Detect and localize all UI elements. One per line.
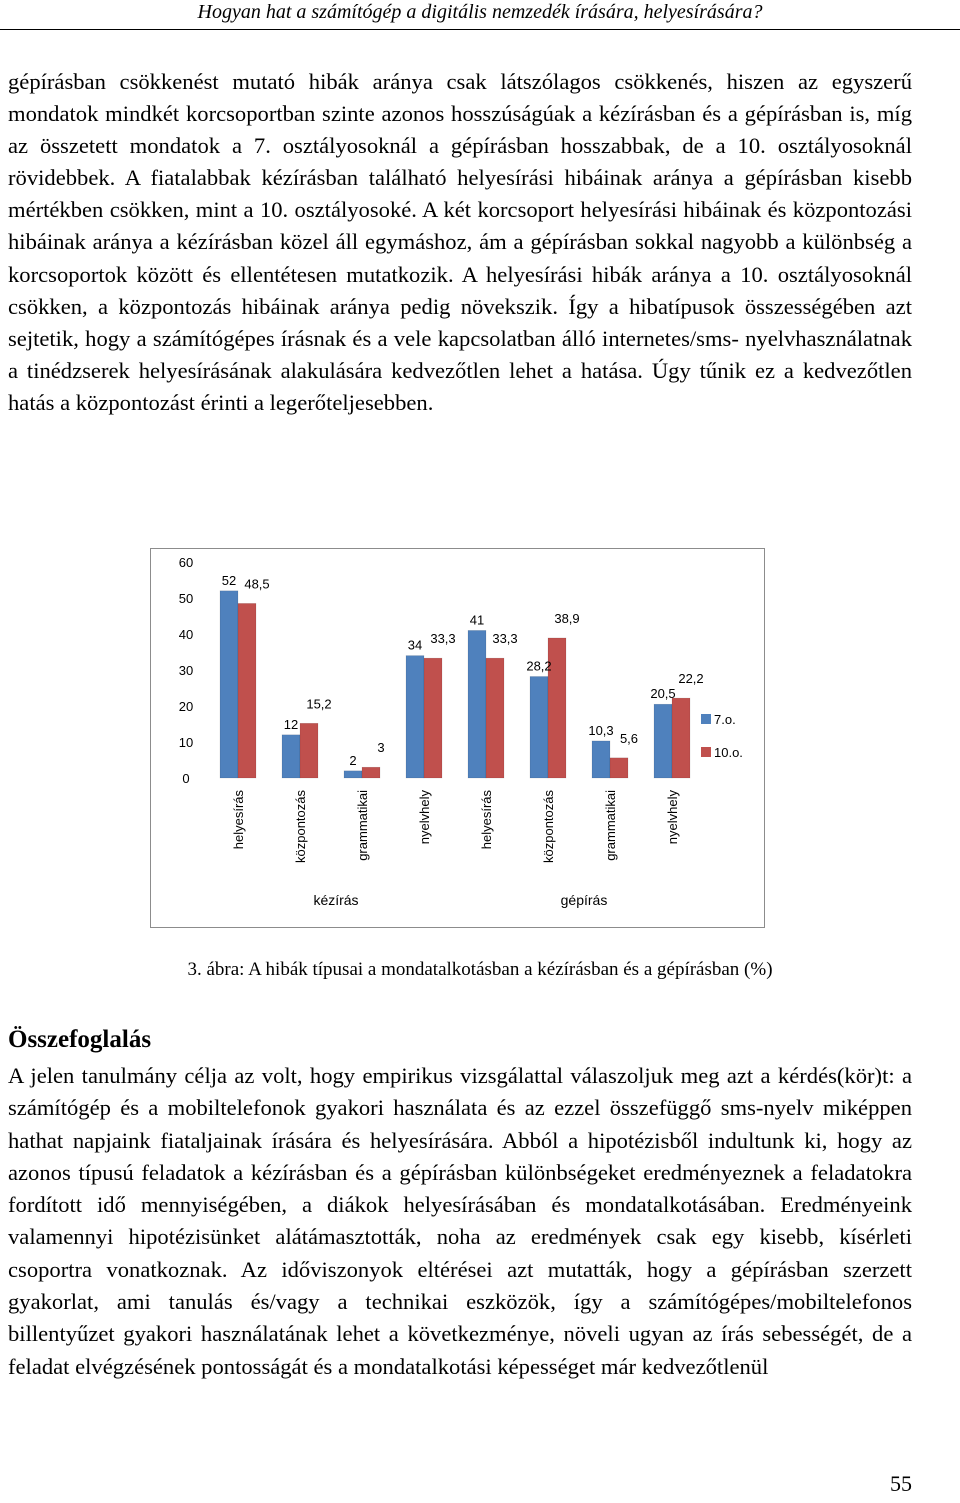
section-title: Összefoglalás bbox=[8, 1026, 152, 1053]
data-label: 15,2 bbox=[306, 696, 332, 712]
y-tick-label: 30 bbox=[178, 663, 194, 678]
data-label: 34 bbox=[407, 637, 423, 653]
y-tick-label: 20 bbox=[178, 699, 194, 714]
bar bbox=[486, 658, 504, 778]
y-tick-label: 60 bbox=[178, 555, 194, 570]
y-tick-label: 10 bbox=[178, 735, 194, 750]
y-tick-label: 40 bbox=[178, 627, 194, 642]
x-tick-label: grammatikai bbox=[603, 790, 618, 861]
data-label: 20,5 bbox=[650, 686, 676, 702]
running-header bbox=[0, 0, 960, 30]
y-tick-label: 50 bbox=[178, 591, 194, 606]
figure-chart bbox=[150, 548, 765, 928]
legend-label: 10.o. bbox=[714, 745, 743, 760]
bar bbox=[362, 767, 380, 778]
bar-chart bbox=[150, 548, 765, 928]
bar bbox=[220, 591, 238, 778]
legend-swatch bbox=[701, 747, 711, 757]
bar bbox=[424, 658, 442, 778]
legend-swatch bbox=[701, 714, 711, 724]
data-label: 22,2 bbox=[678, 671, 704, 687]
x-group-label: kézírás bbox=[313, 892, 359, 908]
legend-label: 7.o. bbox=[714, 712, 736, 727]
bar bbox=[530, 676, 548, 778]
data-label: 38,9 bbox=[554, 610, 580, 626]
bar bbox=[468, 630, 486, 778]
bar bbox=[592, 741, 610, 778]
data-label: 10,3 bbox=[588, 722, 614, 738]
body-paragraph: gépírásban csökkenést mutató hibák aránya csak látszólagos csökkenés, hiszen az egyszerű mondatok mindkét korcsoportban szinte azonos hosszúságúak a kézírásban és a gépírásban is, míg az összetett mondatok a 7. osztályosoknál a gépírásban hosszabbak, de a 10. osztályosoknál rövidebbek. A fiatalabbak kézírásban található helyesírási hibáinak aránya a gépírásban kisebb mértékben csökken, mint a 10. osztályosoké. A két korcsoport helyesírási hibáinak és központozási hibáinak aránya a kézírásban közel áll egymáshoz, ám a gépírásban sokkal nagyobb a különbség a korcsoportok között és ellentétesen mutatkozik. A helyesírási hibák aránya a 10. osztályosoknál csökken, a központozás hibáinak aránya pedig növekszik. Így a hibatípusok összességében azt sejtetik, hogy a számítógépes írásnak és a vele kapcsolatban álló internetes/sms- nyelvhasználatnak a tinédzserek helyesírásának alakulására kedvezőtlen lehet a hatása. Úgy tűnik ez a kedvezőtlen hatás a központozást érinti a legerőteljesebben. bbox=[8, 69, 912, 415]
data-label: 2 bbox=[349, 752, 357, 768]
summary-paragraph: A jelen tanulmány célja az volt, hogy empirikus vizsgálattal válaszoljuk meg azt a kérdés(kör)t: a számítógép és a mobiltelefonok gyakori használata és az ezzel összefüggő sms-nyelv miképpen hathat napjaink fiataljainak írására és helyesírására. Abból a hipotézisből indultunk ki, hogy az azonos típusú feladatok a kézírásban és a gépírásban különbségeket eredményeznek a feladatokra fordított idő mennyiségében, a diákok helyesírásában és mondatalkotásában. Eredményeink valamennyi hipotézisünket alátámasztották, noha az eredmények csak egy kisebb, kísérleti csoportra vonatkoznak. Az időviszonyok eltérései azt mutatták, hogy a gépírásban szerzett gyakorlat, ami tanulás és/vagy a technikai eszközök, így a számítógépes/mobiltelefonos billentyűzet gyakori használatának lehet a következménye, növeli ugyan az írás sebességét, de a feladat elvégzésének pontosságát és a mondatalkotási képességet már kedvezőtlenül bbox=[8, 1063, 912, 1379]
bar bbox=[238, 603, 256, 778]
bar bbox=[406, 656, 424, 778]
data-label: 48,5 bbox=[244, 576, 270, 592]
bar bbox=[610, 758, 628, 778]
x-tick-label: grammatikai bbox=[355, 790, 370, 861]
x-tick-label: központozás bbox=[293, 790, 308, 863]
x-tick-label: központozás bbox=[541, 790, 556, 863]
data-label: 33,3 bbox=[492, 631, 518, 647]
x-tick-label: helyesírás bbox=[479, 790, 494, 850]
page-number: 55 bbox=[890, 1471, 912, 1496]
running-title: Hogyan hat a számítógép a digitális nemzedék írására, helyesírására? bbox=[197, 1, 763, 23]
x-group-label: gépírás bbox=[560, 892, 608, 908]
data-label: 41 bbox=[469, 612, 485, 628]
data-label: 28,2 bbox=[526, 658, 552, 674]
bar bbox=[282, 735, 300, 778]
bar bbox=[654, 704, 672, 778]
bar bbox=[344, 771, 362, 778]
x-tick-label: helyesírás bbox=[231, 790, 246, 850]
bar bbox=[672, 698, 690, 778]
data-label: 12 bbox=[283, 716, 299, 732]
bar bbox=[300, 723, 318, 778]
data-label: 3 bbox=[377, 740, 385, 756]
y-tick-label: 0 bbox=[182, 771, 190, 786]
data-label: 52 bbox=[221, 572, 237, 588]
x-tick-label: nyelvhely bbox=[665, 790, 680, 845]
data-label: 33,3 bbox=[430, 631, 456, 647]
x-tick-label: nyelvhely bbox=[417, 790, 432, 845]
figure-caption: 3. ábra: A hibák típusai a mondatalkotásban a kézírásban és a gépírásban (%) bbox=[187, 959, 773, 980]
data-label: 5,6 bbox=[619, 730, 639, 746]
